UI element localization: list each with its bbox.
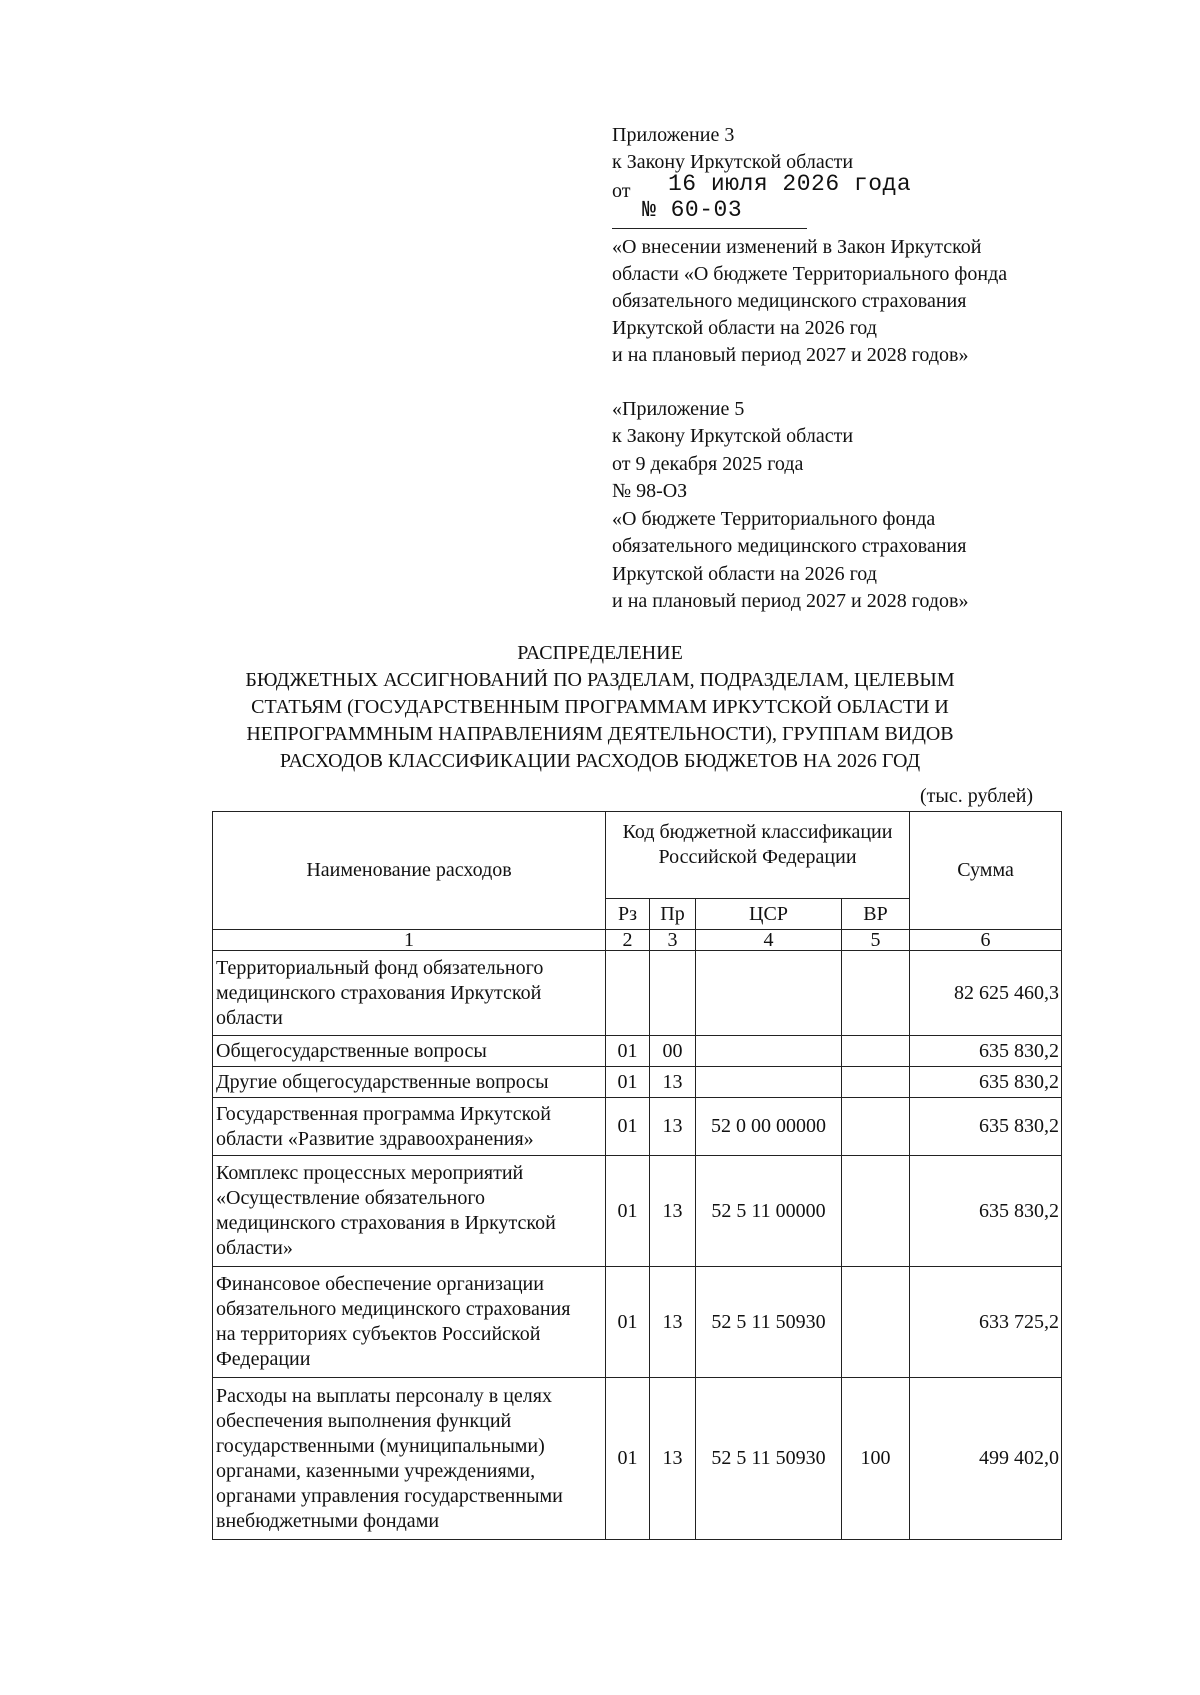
row-pr: 13	[650, 1378, 696, 1540]
row-name-line: Финансовое обеспечение организации	[216, 1273, 544, 1295]
row-sum: 635 830,2	[910, 1098, 1062, 1156]
column-number: 5	[842, 930, 910, 951]
row-name	[213, 1067, 606, 1098]
quoted-appendix-line-6: обязательного медицинского страхования	[612, 535, 967, 557]
row-name-line: органами управления государственными	[216, 1484, 563, 1507]
header-code-group-line-1: Код бюджетной классификации	[622, 821, 893, 843]
appendix-subject-1: «О внесении изменений в Закон Иркутской	[612, 236, 982, 258]
budget-table	[212, 811, 1062, 1540]
row-name	[213, 1036, 606, 1067]
row-name-line: обязательного медицинского страхования	[216, 1298, 571, 1320]
quoted-appendix-line-5: «О бюджете Территориального фонда	[612, 508, 936, 530]
appendix-date-prefix: от	[612, 180, 631, 202]
row-name-line: обеспечения выполнения функций	[216, 1409, 512, 1432]
quoted-appendix-line-8: и на плановый период 2027 и 2028 годов»	[612, 590, 969, 612]
row-csr	[696, 1067, 842, 1098]
table-row	[213, 951, 1062, 1036]
row-name-line: медицинского страхования в Иркутской	[216, 1212, 556, 1234]
appendix-number-stamp: № 60-03	[642, 197, 743, 223]
quoted-appendix-line-2: к Закону Иркутской области	[612, 425, 854, 447]
table-row	[213, 1156, 1062, 1267]
header-pr: Пр	[650, 899, 696, 930]
appendix-subject-3: обязательного медицинского страхования	[612, 290, 967, 312]
column-number-row	[213, 930, 1062, 951]
row-name-line: государственными (муниципальными)	[216, 1434, 545, 1457]
row-vr	[842, 1267, 910, 1378]
row-pr: 13	[650, 1156, 696, 1267]
row-csr: 52 5 11 50930	[696, 1267, 842, 1378]
table-row	[213, 1036, 1062, 1067]
table-row	[213, 1098, 1062, 1156]
document-title-line-2: БЮДЖЕТНЫХ АССИГНОВАНИЙ ПО РАЗДЕЛАМ, ПОДРАЗДЕЛАМ, ЦЕЛЕВЫМ	[245, 669, 955, 691]
row-name-line: Федерации	[216, 1348, 311, 1370]
quoted-appendix-line-1: «Приложение 5	[612, 398, 745, 420]
row-sum: 635 830,2	[910, 1067, 1062, 1098]
row-name-line: на территориях субъектов Российской	[216, 1323, 541, 1345]
row-name-line: Расходы на выплаты персоналу в целях	[216, 1384, 552, 1407]
row-csr: 52 5 11 00000	[696, 1156, 842, 1267]
quoted-appendix-line-4: № 98-ОЗ	[612, 480, 688, 502]
column-number: 2	[606, 930, 650, 951]
row-csr: 52 5 11 50930	[696, 1378, 842, 1540]
document-title-line-1: РАСПРЕДЕЛЕНИЕ	[517, 642, 683, 664]
row-name	[213, 1098, 606, 1156]
header-vr: ВР	[842, 899, 910, 930]
document-title-line-4: НЕПРОГРАММНЫМ НАПРАВЛЕНИЯМ ДЕЯТЕЛЬНОСТИ), ГРУППАМ ВИДОВ	[246, 723, 954, 745]
row-rz	[606, 951, 650, 1036]
row-pr	[650, 951, 696, 1036]
row-name	[213, 1267, 606, 1378]
header-code-group-line-2: Российской Федерации	[658, 846, 857, 868]
row-vr	[842, 1067, 910, 1098]
row-rz: 01	[606, 1267, 650, 1378]
row-name-line: внебюджетными фондами	[216, 1509, 440, 1532]
appendix-date-stamp: 16 июля 2026 года	[668, 171, 912, 197]
row-sum: 635 830,2	[910, 1156, 1062, 1267]
quoted-appendix-line-3: от 9 декабря 2025 года	[612, 453, 804, 475]
header-csr: ЦСР	[696, 899, 842, 930]
row-pr: 13	[650, 1098, 696, 1156]
row-name-line: «Осуществление обязательного	[216, 1187, 486, 1209]
table-row	[213, 1378, 1062, 1540]
row-name	[213, 951, 606, 1036]
row-csr: 52 0 00 00000	[696, 1098, 842, 1156]
row-rz: 01	[606, 1156, 650, 1267]
row-vr	[842, 951, 910, 1036]
row-name	[213, 1378, 606, 1540]
row-pr: 13	[650, 1267, 696, 1378]
table-row	[213, 1267, 1062, 1378]
row-vr	[842, 1036, 910, 1067]
row-csr	[696, 1036, 842, 1067]
units-label: (тыс. рублей)	[920, 785, 1034, 807]
appendix-line-1: Приложение 3	[612, 124, 735, 146]
row-name-line: органами, казенными учреждениями,	[216, 1459, 536, 1482]
row-pr: 13	[650, 1067, 696, 1098]
row-sum: 499 402,0	[910, 1378, 1062, 1540]
row-name-line: Общегосударственные вопросы	[216, 1039, 487, 1062]
row-sum: 635 830,2	[910, 1036, 1062, 1067]
column-number: 1	[213, 930, 606, 951]
quoted-appendix-line-7: Иркутской области на 2026 год	[612, 563, 877, 585]
row-name-line: Государственная программа Иркутской	[216, 1102, 551, 1125]
row-rz: 01	[606, 1067, 650, 1098]
row-csr	[696, 951, 842, 1036]
appendix-subject-4: Иркутской области на 2026 год	[612, 317, 877, 339]
row-vr: 100	[842, 1378, 910, 1540]
row-rz: 01	[606, 1036, 650, 1067]
header-name: Наименование расходов	[213, 812, 606, 930]
row-name-line: Территориальный фонд обязательного	[216, 956, 544, 979]
appendix-number-underline	[612, 228, 807, 229]
column-number: 4	[696, 930, 842, 951]
row-rz: 01	[606, 1098, 650, 1156]
appendix-subject-5: и на плановый период 2027 и 2028 годов»	[612, 344, 969, 366]
row-name-line: Другие общегосударственные вопросы	[216, 1070, 549, 1093]
header-code-group	[606, 812, 910, 899]
row-vr	[842, 1156, 910, 1267]
row-name-line: области»	[216, 1237, 293, 1259]
column-number: 3	[650, 930, 696, 951]
row-sum: 633 725,2	[910, 1267, 1062, 1378]
appendix-line-2: к Закону Иркутской области	[612, 151, 854, 173]
row-vr	[842, 1098, 910, 1156]
row-name-line: медицинского страхования Иркутской	[216, 981, 542, 1004]
table-row	[213, 1067, 1062, 1098]
row-sum: 82 625 460,3	[910, 951, 1062, 1036]
document-title-line-3: СТАТЬЯМ (ГОСУДАРСТВЕННЫМ ПРОГРАММАМ ИРКУТСКОЙ ОБЛАСТИ И	[251, 696, 949, 718]
column-number: 6	[910, 930, 1062, 951]
row-pr: 00	[650, 1036, 696, 1067]
row-rz: 01	[606, 1378, 650, 1540]
header-sum: Сумма	[910, 812, 1062, 930]
row-name-line: области	[216, 1006, 283, 1029]
row-name	[213, 1156, 606, 1267]
row-name-line: Комплекс процессных мероприятий	[216, 1162, 524, 1184]
row-name-line: области «Развитие здравоохранения»	[216, 1127, 534, 1150]
header-rz: Рз	[606, 899, 650, 930]
appendix-subject-2: области «О бюджете Территориального фонда	[612, 263, 1008, 285]
document-title-line-5: РАСХОДОВ КЛАССИФИКАЦИИ РАСХОДОВ БЮДЖЕТОВ НА 2026 ГОД	[279, 750, 921, 772]
